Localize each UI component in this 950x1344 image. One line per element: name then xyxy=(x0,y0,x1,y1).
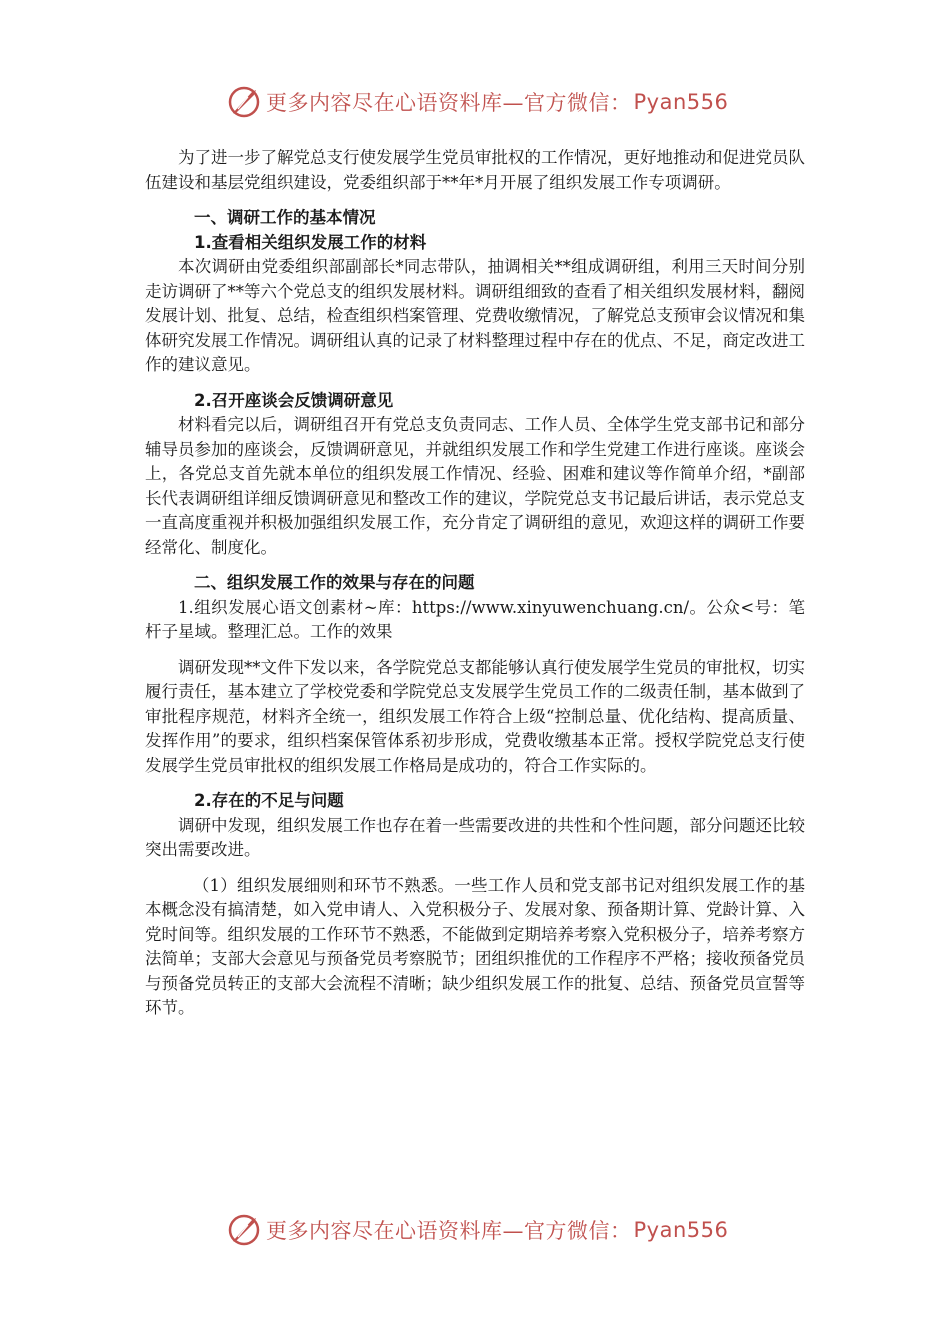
section2-heading: 二、组织发展工作的效果与存在的问题 xyxy=(194,573,475,592)
header-banner xyxy=(226,82,728,122)
sub4-paragraph: 调研中发现，组织发展工作也存在着一些需要改进的共性和个性问题，部分问题还比较突出需要改进。 xyxy=(145,815,805,859)
banner-text: 更多内容尽在心语资料库—官方微信： xyxy=(266,91,632,115)
document-body xyxy=(145,146,805,1032)
intro-paragraph: 为了进一步了解党总支行使发展学生党员审批权的工作情况，更好地推动和促进党员队伍建设和基层党组织建设，党委组织部于**年*月开展了组织发展工作专项调研。 xyxy=(145,148,805,192)
sub3-line: 1.组织发展心语文创素材~库：https://www.xinyuwenchuang.cn/。公众<号：笔杆子星域。整理汇总。工作的效果 xyxy=(145,597,805,641)
sub4-heading: 2.存在的不足与问题 xyxy=(194,791,344,810)
sub2-paragraph: 材料看完以后，调研组召开有党总支负责同志、工作人员、全体学生党支部书记和部分辅导员参加的座谈会，反馈调研意见，并就组织发展工作和学生党建工作进行座谈。座谈会上，各党总支首先就本单位的组织发展工作情况、经验、困难和建议等作简单介绍，*副部长代表调研组详细反馈调研意见和整改工作的建议，学院党总支书记最后讲话，表示党总支一直高度重视并积极加强组织发展工作，充分肯定了调研组的意见，欢迎这样的调研工作要经常化、制度化。 xyxy=(145,415,805,557)
banner-wechat-id: Pyan556 xyxy=(633,90,729,114)
banner-wechat-id: Pyan556 xyxy=(633,1218,729,1242)
item1-paragraph: （1）组织发展细则和环节不熟悉。一些工作人员和党支部书记对组织发展工作的基本概念没有搞清楚，如入党申请人、入党积极分子、发展对象、预备期计算、党龄计算、入党时间等。组织发展的工作环节不熟悉，不能做到定期培养考察入党积极分子，培养考察方法简单；支部大会意见与预备党员考察脱节；团组织推优的工作程序不严格；接收预备党员与预备党员转正的支部大会流程不清晰；缺少组织发展工作的批复、总结、预备党员宣誓等环节。 xyxy=(145,875,805,1017)
sub3-paragraph: 调研发现**文件下发以来，各学院党总支都能够认真行使发展学生党员的审批权，切实履行责任，基本建立了学校党委和学院党总支发展学生党员工作的二级责任制，基本做到了审批程序规范，材料齐全统一，组织发展工作符合上级“控制总量、优化结构、提高质量、发挥作用”的要求，组织档案保管体系初步形成，党费收缴基本正常。授权学院党总支行使发展学生党员审批权的组织发展工作格局是成功的，符合工作实际的。 xyxy=(145,657,805,775)
footer-banner xyxy=(226,1210,728,1250)
sub1-paragraph: 本次调研由党委组织部副部长*同志带队，抽调相关**组成调研组，利用三天时间分别走访调研了**等六个党总支的组织发展材料。调研组细致的查看了相关组织发展材料，翻阅发展计划、批复、总结，检查组织档案管理、党费收缴情况，了解党总支预审会议情况和集体研究发展工作情况。调研组认真的记录了材料整理过程中存在的优点、不足，商定改进工作的建议意见。 xyxy=(145,257,805,374)
section1-heading: 一、调研工作的基本情况 xyxy=(194,208,376,227)
sub2-heading: 2.召开座谈会反馈调研意见 xyxy=(194,390,394,410)
quill-logo-icon xyxy=(226,84,262,120)
sub1-heading: 1.查看相关组织发展工作的材料 xyxy=(194,232,427,252)
banner-text: 更多内容尽在心语资料库—官方微信： xyxy=(266,1219,632,1243)
quill-logo-icon xyxy=(226,1212,262,1248)
